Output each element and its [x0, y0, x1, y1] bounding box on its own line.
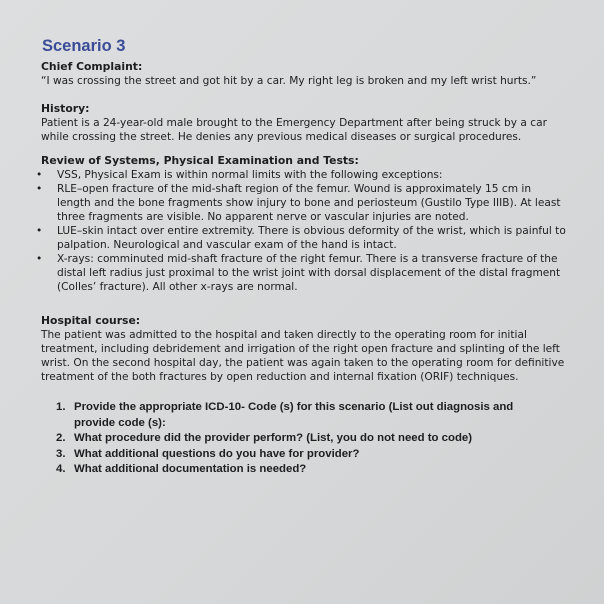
list-item-text: X-rays: comminuted mid-shaft fracture of the right femur. There is a transverse fracture of the distal left radius just proximal to the wrist joint with dorsal displacement of the distal fragment (Colles’ fracture). All other x-rays are normal.	[57, 253, 561, 293]
review-list	[36, 168, 567, 294]
question-number: 2.	[56, 432, 66, 444]
question-number: 1.	[56, 401, 66, 413]
bullet-icon: •	[36, 169, 43, 181]
bullet-icon: •	[36, 225, 43, 237]
questions-list	[56, 400, 546, 478]
hospital-course-section	[41, 314, 567, 384]
list-item	[36, 182, 567, 224]
review-heading: Review of Systems, Physical Examination and Tests:	[41, 154, 359, 167]
question-number: 4.	[56, 463, 66, 475]
hospital-course-heading: Hospital course:	[41, 314, 141, 327]
scenario-title: Scenario 3	[42, 37, 126, 55]
history-heading: History:	[41, 102, 90, 115]
list-item	[36, 252, 567, 294]
list-item-text: RLE–open fracture of the mid-shaft region of the femur. Wound is approximately 15 cm in length and the bone fragments show injury to bone and periosteum (Gustilo Type IIIB). At least three fragments are visible. No apparent nerve or vascular injuries are noted.	[57, 183, 561, 223]
question-number: 3.	[56, 447, 66, 460]
question-text: What additional documentation is needed?	[74, 463, 307, 475]
review-section	[36, 154, 567, 294]
question-item	[56, 447, 546, 463]
list-item	[36, 168, 567, 182]
chief-complaint-heading: Chief Complaint:	[41, 60, 143, 73]
bullet-icon: •	[36, 183, 43, 195]
question-text: What additional questions do you have for provider?	[74, 447, 360, 460]
list-item	[36, 224, 567, 252]
chief-complaint-text: “I was crossing the street and got hit by a car. My right leg is broken and my left wrist hurts.”	[41, 75, 537, 87]
bullet-icon: •	[36, 253, 43, 265]
history-section	[41, 102, 567, 144]
question-text: Provide the appropriate ICD-10- Code (s) for this scenario (List out diagnosis and provide code (s):	[74, 401, 514, 429]
question-item	[56, 431, 546, 447]
chief-complaint-section	[41, 60, 567, 88]
list-item-text: LUE–skin intact over entire extremity. There is obvious deformity of the wrist, which is painful to palpation. Neurological and vascular exam of the hand is intact.	[57, 225, 566, 251]
list-item-text: VSS, Physical Exam is within normal limits with the following exceptions:	[57, 169, 443, 181]
question-item	[56, 462, 546, 478]
document-page	[36, 36, 567, 478]
question-text: What procedure did the provider perform? (List, you do not need to code)	[74, 432, 473, 444]
question-item	[56, 400, 546, 431]
history-text: Patient is a 24-year-old male brought to the Emergency Department after being struck by a car while crossing the street. He denies any previous medical diseases or surgical procedures.	[41, 117, 547, 143]
hospital-course-text: The patient was admitted to the hospital and taken directly to the operating room for initial treatment, including debridement and irrigation of the right open fracture and splinting of the left wrist. On the second hospital day, the patient was again taken to the operating room for definitive treatment of the both fractures by open reduction and internal fixation (ORIF) techniques.	[41, 329, 565, 383]
